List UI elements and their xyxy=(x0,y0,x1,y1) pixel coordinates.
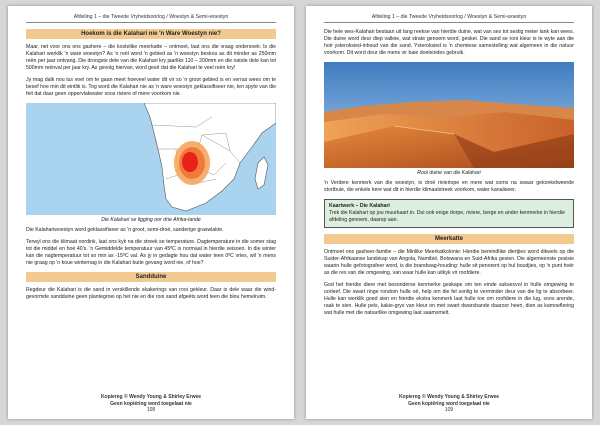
page-footer xyxy=(306,394,592,413)
copy-notice: Geen kopiëring word toegelaat nie xyxy=(110,400,192,407)
paragraph: Terwyl ons die klimaat oordink, laat ons kyk na die streek se temperature. Dagtemperature in die somer stag tot die middel en hoë 40's. 'n Gemiddelde temperatuur van 45ºC is normaal in hierdie seisoen. In die winter kan die nagtemperatuur tot so min as -15ºC val. As jy in gedagte hou dat water teen 0ºC vries, wil 'n mens nie graag op 'n koue winternag in die Kalahari buite gevang word nie, of hoe? xyxy=(26,239,276,266)
kalahari-core-region xyxy=(182,152,198,172)
paragraph: Ontmoet ons gasheer-familie – die Minlike Meerkatkolonie: Hierdie bemindlike diertjies word dikwels op die Suider-Afrikaanse landskap van Angola, Namibië, Botswana en Suid-Afrika gesien. Die algemeenste posisie waarin hulle gefotografeer word, is die brandwag-houding: hulle sit penorent op hul boudjies, op 'n punt hoër as die res van die omgewing, van waar hulle kan uitkyk vir roofdiere. xyxy=(324,249,574,276)
page-footer xyxy=(8,394,294,413)
subsection-title: Sandduine xyxy=(26,272,276,282)
right-page xyxy=(306,6,592,419)
running-header: Afdeling 1 – die Tweede Vryheidsoorlog / Woestyn & Semi-woestyn xyxy=(26,14,276,23)
kalahari-map-figure xyxy=(26,103,276,223)
kalahari-map xyxy=(26,103,276,215)
paragraph: Regdeur die Kalahari is die sand in verskillende skakerings van rooi gekleur. Daar is dele waar die wind-gevormde sandduine geen plantegroei op het nie en die rooi sand afgeëts word teen die blou hemelruim. xyxy=(26,287,276,300)
paragraph: Jy mag dalk nou lus voel om te gaan meet hoeveel water dit vir so 'n groot gebied is en verras wees om te besef hoe min dit eintlik is. Tog word die Kalahari nie as 'n ware woestyn geklassifiseer nie, ten spyte van die feit dat daar geen oppervlakwater soos riviere of mere voorkom nie. xyxy=(26,77,276,97)
photo-caption: Rooi duine van die Kalahari xyxy=(417,170,481,176)
callout-title: Kaartwerk – Die Kalahari xyxy=(329,203,390,209)
paragraph: God het hierdie diere met besonderse kenmerke geskape om ten einde suksesvol in hulle omgewing te oorleef. Die swart ringe rondom hulle oë, help om die fel sonlig te verminder deur van die lig te absorbeer. Hulle kan werklik goed sien en hierdie ekstra kenmerk laat hulle toe om roofdiere in die lug, soos arende, raak te sien. Hulle pels, kakie-grys van kleur en met swart dwarsbande daaroor heen, dien as kamoeflering wat hulle met die natuurlike omgewing laat saamsmelt. xyxy=(324,282,574,316)
map-work-callout xyxy=(324,199,574,228)
paragraph: Die hele wes-Kalahari bestaan uit lang reekse van hierdie duine, wat van ses tot sestig meter lank kan wees. Die duine word deur diep valleie, wat strate genoem word, geskei. Die sand se rooi kleur is te wyte aan die hoë ysteroksied-inhoud van die sand. Ysteroksied is 'n chemiese samestelling wat algemeen in die natuur voorkom. Dit word deur die mens vir baie doeleindes gebruik. xyxy=(324,29,574,56)
dunes-photo xyxy=(324,62,574,168)
paragraph: 'n Verdere kenmerk van die woestyn, is droë rivierlope en mere wat soms na swaar gekonkelweerde stortbuie, die enkele kere wat dit in hierdie klimaatstreek voorkom, water kanaliseer. xyxy=(324,180,574,193)
callout-text: Trek die Kalahari op jou muurkaart in. Dui ook enige dorpe, riviere, berge en ander kenmerke in hierdie afdeling genoem, daarop aan. xyxy=(329,210,565,223)
page-number: 108 xyxy=(146,406,156,413)
left-page xyxy=(8,6,294,419)
paragraph: Maar, net voor ons ons gashere – die kostelike meerkatte – ontmoet, laat ons die vraag ondersoek: Is die Kalahari werklik 'n ware woestyn? As 'n reël word 'n gebied as 'n woestyn beskou as dit minder as 250mm reën per jaar ontvang. Die droogste dele van die Kalahari kry jaarliks 110 – 200mm en die natste dele kan tot 500mm reënval per jaar kry. As gevolg hiervan, word gesê dat die Kalahari te veel reën kry! xyxy=(26,44,276,71)
copyright: Kopiereg © Wendy Young & Shirley Erwee xyxy=(100,394,202,401)
dunes-photo-figure xyxy=(324,62,574,176)
paragraph: Die Kalahariwoestyn word geklassifiseer as 'n groot, semi-droë, sanderige graswlakte. xyxy=(26,227,224,233)
figure-caption: Die Kalahari se ligging oor drie Afrika-lande xyxy=(101,217,201,223)
copyright: Kopiereg © Wendy Young & Shirley Erwee xyxy=(398,394,500,401)
section-title: Hoekom is die Kalahari nie 'n Ware Woestyn nie? xyxy=(26,29,276,39)
section-title: Meerkatte xyxy=(324,234,574,244)
running-header: Afdeling 1 – die Tweede Vryheidsoorlog / Woestyn & Semi-woestyn xyxy=(324,14,574,23)
page-number: 109 xyxy=(444,406,454,413)
copy-notice: Geen kopiëring word toegelaat nie xyxy=(408,400,490,407)
